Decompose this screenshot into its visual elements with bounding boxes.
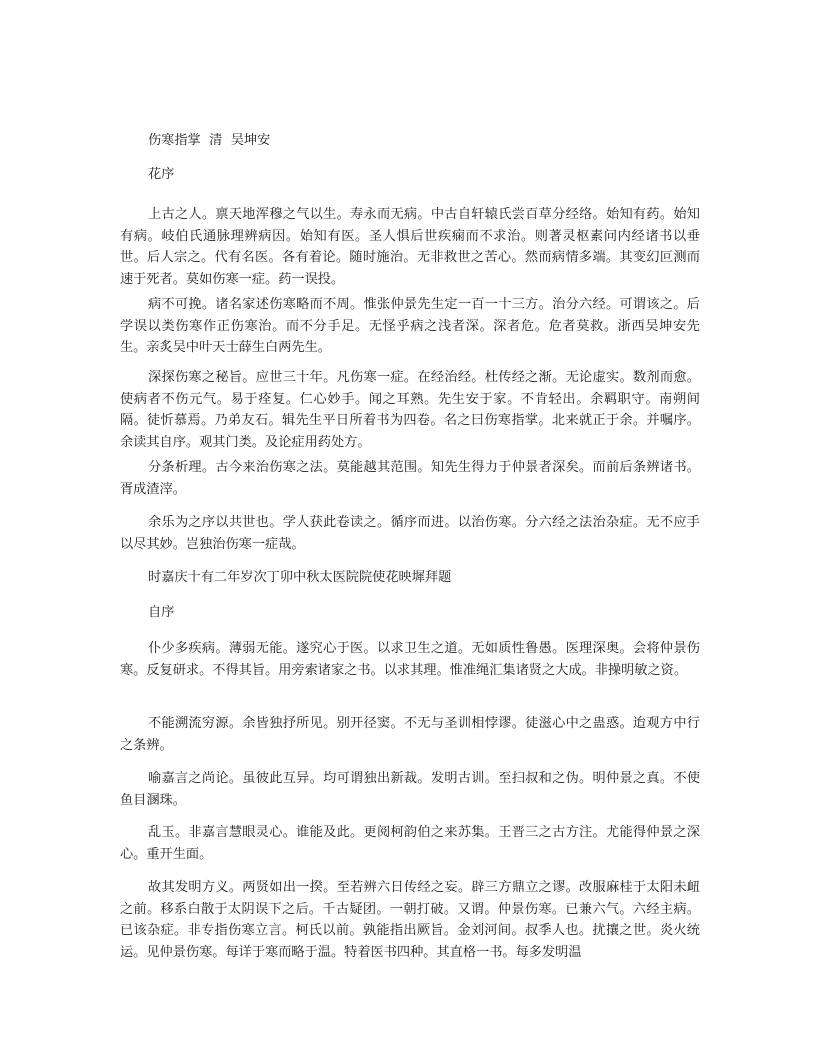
paragraph-text: 分条析理。古今来治伤寒之法。莫能越其范围。知先生得力于仲景者深矣。而前后条辨诸书。胥成渣滓。 bbox=[120, 460, 700, 497]
paragraph-text: 病不可挽。诸名家述伤寒略而不周。惟张仲景先生定一百一十三方。治分六经。可谓该之。后学误以类伤寒作正伤寒治。而不分手足。无怪乎病之浅者深。深者危。危者莫救。浙西吴坤安先生。亲炙吴中叶天士薛生白两先生。 bbox=[120, 297, 700, 355]
paragraph-text: 故其发明方义。两贤如出一揆。至若辨六日传经之妄。辟三方鼎立之谬。改服麻桂于太阳未衄之前。移系白散于太阴误下之后。千古疑团。一朝打破。又谓。仲景伤寒。已兼六气。六经主病。已该杂症。非专指伤寒立言。柯氏以前。孰能指出厥旨。金刘河间。叔季人也。扰攘之世。炎火统运。见仲景伤寒。每详于寒而略于温。特着医书四种。其直格一书。每多发明温 bbox=[120, 880, 700, 960]
preface-paragraph-5 bbox=[120, 512, 700, 555]
paragraph-text: 深探伤寒之秘旨。应世三十年。凡伤寒一症。在经治经。杜传经之渐。无论虚实。数剂而愈。使病者不伤元气。易于痊复。仁心妙手。闻之耳熟。先生安于家。不肯轻出。余羁职守。南朔间隔。徒忻慕焉。乃弟友石。辑先生平日所着书为四卷。名之曰伤寒指掌。北来就正于余。并嘱序。余读其自序。观其门类。及论症用药处方。 bbox=[120, 370, 700, 450]
section-heading-preface: 花序 bbox=[148, 167, 175, 182]
self-preface-paragraph-4 bbox=[120, 822, 700, 865]
paragraph-text: 乱玉。非嘉言慧眼灵心。谁能及此。更阅柯韵伯之来苏集。王晋三之古方注。尤能得仲景之深心。重开生面。 bbox=[120, 825, 700, 862]
preface-paragraph-2 bbox=[120, 294, 700, 359]
paragraph-text: 喻嘉言之尚论。虽彼此互异。均可谓独出新裁。发明古训。至扫叔和之伪。明仲景之真。不使鱼目溷珠。 bbox=[120, 771, 700, 808]
self-preface-paragraph-1 bbox=[120, 638, 700, 681]
paragraph-text: 仆少多疾病。薄弱无能。遂究心于医。以求卫生之道。无如质性鲁愚。医理深奥。会将仲景伤寒。反复研求。不得其旨。用旁索诸家之书。以求其理。惟准绳汇集诸贤之大成。非操明敏之资。 bbox=[120, 641, 700, 678]
preface-paragraph-4 bbox=[120, 457, 700, 500]
preface-paragraph-1 bbox=[120, 204, 700, 290]
paragraph-text: 上古之人。禀天地浑穆之气以生。寿永而无病。中古自轩辕氏尝百草分经络。始知有药。始知有病。岐伯氏通脉理辨病因。始知有医。圣人惧后世疾痫而不求治。则著灵枢素问内经诸书以垂世。后人宗之。代有名医。各有着论。随时施治。无非救世之苦心。然而病情多端。其变幻叵测而速于死者。莫如伤寒一症。药一误投。 bbox=[120, 207, 700, 287]
preface-signature: 时嘉庆十有二年岁次丁卯中秋太医院院使花映墀拜题 bbox=[148, 570, 452, 585]
section-heading-self-preface: 自序 bbox=[148, 605, 175, 620]
self-preface-paragraph-5 bbox=[120, 877, 700, 963]
self-preface-paragraph-3 bbox=[120, 768, 700, 811]
preface-paragraph-3 bbox=[120, 367, 700, 453]
book-title-line: 伤寒指掌 清 吴坤安 bbox=[148, 133, 271, 148]
paragraph-text: 不能溯流穷源。余皆独抒所见。别开径窦。不无与圣训相悖谬。徒滋心中之蛊惑。迨观方中行之条辨。 bbox=[120, 716, 700, 753]
paragraph-text: 余乐为之序以共世也。学人获此卷读之。循序而进。以治伤寒。分六经之法治杂症。无不应手以尽其妙。岂独治伤寒一症哉。 bbox=[120, 515, 700, 552]
self-preface-paragraph-2 bbox=[120, 713, 700, 756]
